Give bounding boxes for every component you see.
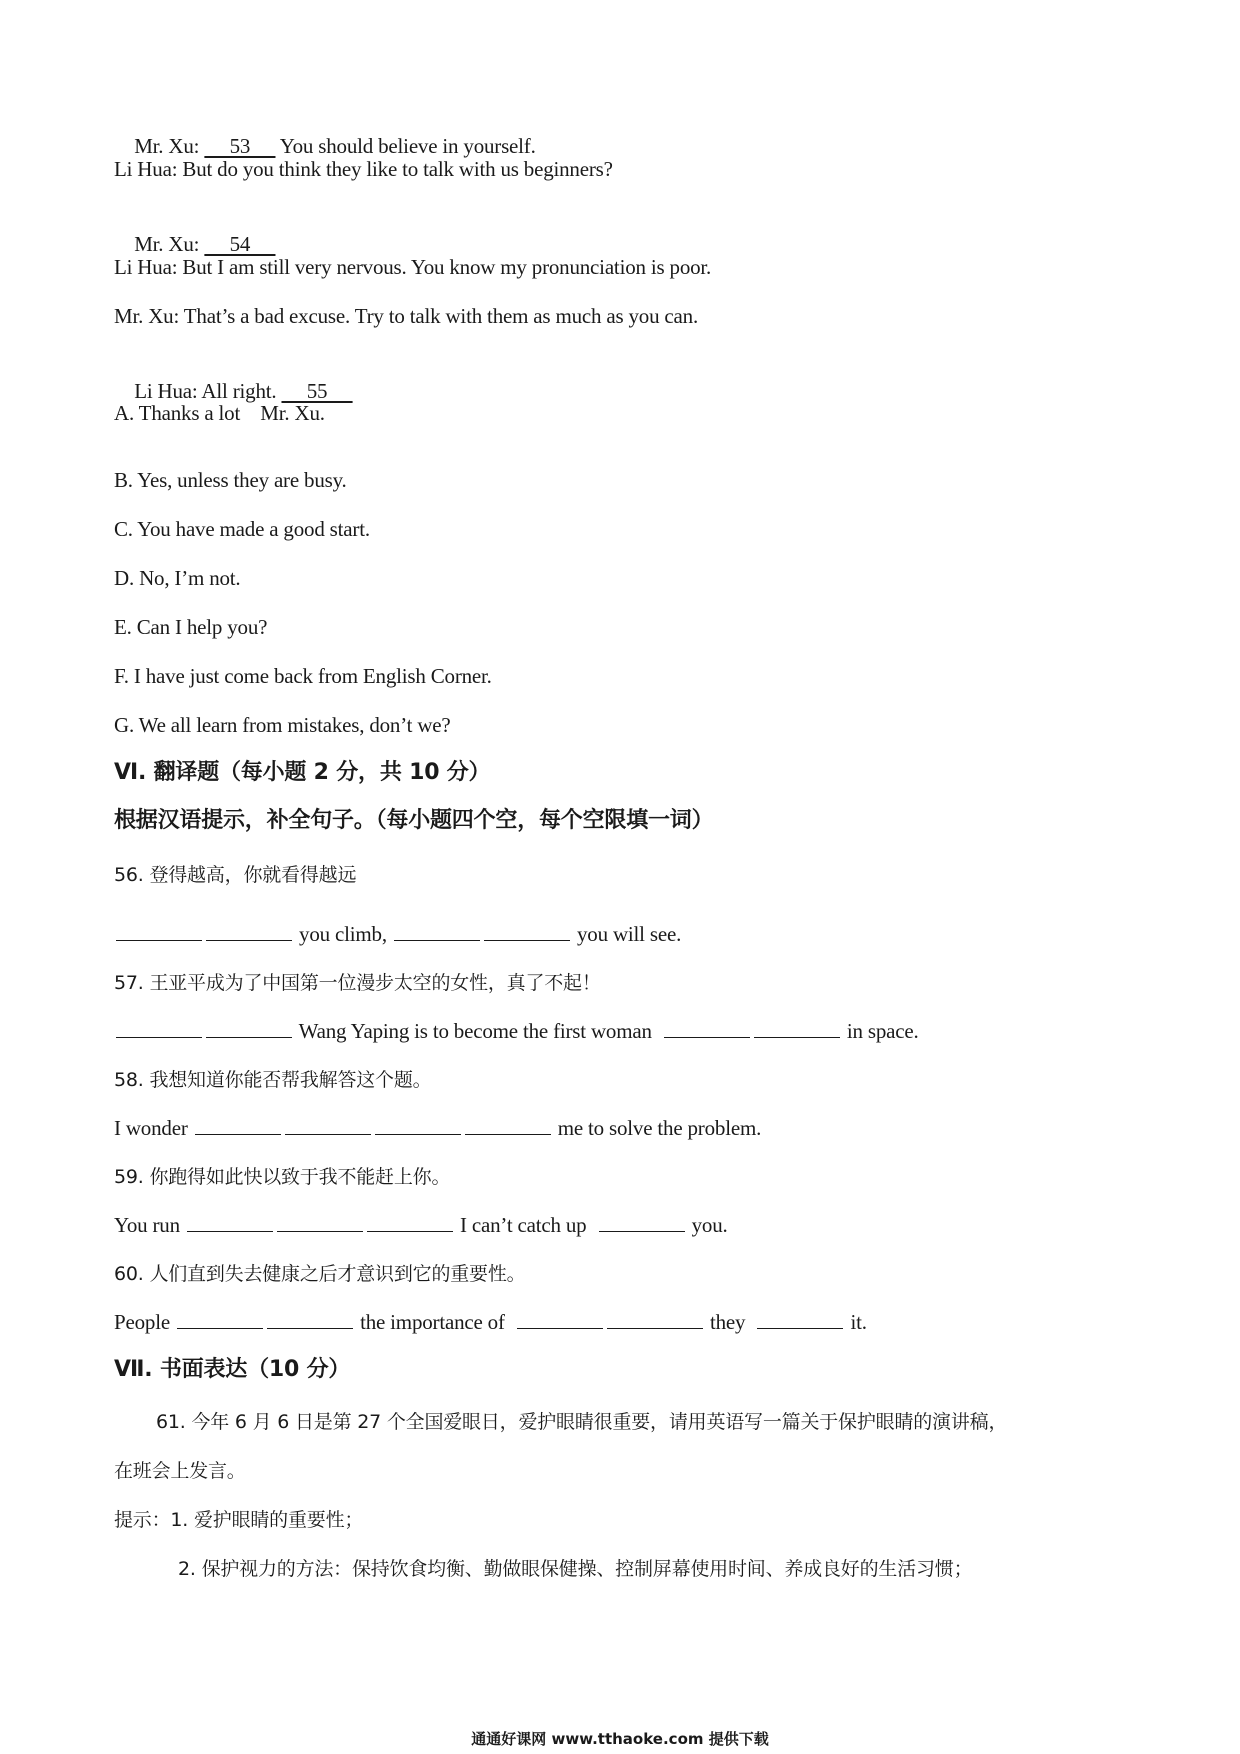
- question-57-prompt: 57. 王亚平成为了中国第一位漫步太空的女性，真了不起！: [114, 972, 601, 994]
- option-f: F. I have just come back from English Corner.: [114, 664, 492, 688]
- dialogue-text: You should believe in yourself.: [275, 134, 536, 158]
- option-b: B. Yes, unless they are busy.: [114, 468, 347, 492]
- answer-blank[interactable]: [664, 1019, 750, 1038]
- option-d: D. No, I’m not.: [114, 566, 241, 590]
- answer-blank[interactable]: [607, 1310, 703, 1329]
- option-a: A. Thanks a lot Mr. Xu.: [114, 401, 325, 425]
- sentence-text: I wonder: [114, 1116, 193, 1140]
- speaker-text: Li Hua: All right.: [134, 379, 282, 403]
- sentence-text: they: [704, 1310, 751, 1334]
- question-61-line2: 在班会上发言。: [114, 1460, 246, 1482]
- dialogue-line: Li Hua: But I am still very nervous. You know my pronunciation is poor.: [114, 255, 712, 279]
- option-c: C. You have made a good start.: [114, 517, 370, 541]
- question-60-sentence: [114, 1309, 867, 1335]
- section-6-title: Ⅵ. 翻译题（每小题 2 分，共 10 分）: [114, 760, 491, 785]
- question-61-line1: 61. 今年 6 月 6 日是第 27 个全国爱眼日，爱护眼睛很重要，请用英语写一篇关于保护眼睛的演讲稿，: [156, 1411, 1008, 1433]
- speaker-text: Mr. Xu:: [134, 134, 205, 158]
- answer-blank[interactable]: [195, 1116, 281, 1135]
- answer-blank[interactable]: [116, 922, 202, 941]
- answer-blank[interactable]: [484, 922, 570, 941]
- answer-blank[interactable]: [285, 1116, 371, 1135]
- sentence-text: you will see.: [571, 922, 682, 946]
- answer-blank[interactable]: [277, 1213, 363, 1232]
- page-footer: 通通好课网 www.tthaoke.com 提供下载: [471, 1730, 769, 1748]
- option-e: E. Can I help you?: [114, 615, 268, 639]
- sentence-text: in space.: [841, 1019, 919, 1043]
- answer-blank[interactable]: [375, 1116, 461, 1135]
- section-7-title: Ⅶ. 书面表达（10 分）: [114, 1357, 351, 1382]
- answer-blank-54[interactable]: 54: [204, 232, 276, 256]
- sentence-text: I can’t catch up: [454, 1213, 592, 1237]
- answer-blank[interactable]: [757, 1310, 843, 1329]
- question-56-prompt: 56. 登得越高，你就看得越远: [114, 864, 357, 886]
- answer-blank[interactable]: [465, 1116, 551, 1135]
- sentence-text: Wang Yaping is to become the first woman: [294, 1019, 657, 1043]
- sentence-text: the importance of: [355, 1310, 510, 1334]
- answer-blank-55[interactable]: 55: [281, 379, 353, 403]
- section-6-instruction: 根据汉语提示，补全句子。（每小题四个空，每个空限填一词）: [114, 808, 714, 833]
- sentence-text: you climb,: [294, 922, 392, 946]
- question-58-sentence: [114, 1115, 761, 1141]
- sentence-text: it.: [845, 1310, 867, 1334]
- hint-1: 提示：1. 爱护眼睛的重要性；: [114, 1509, 364, 1531]
- answer-blank[interactable]: [206, 1019, 292, 1038]
- answer-blank-53[interactable]: 53: [204, 134, 276, 158]
- sentence-text: me to solve the problem.: [552, 1116, 762, 1140]
- answer-blank[interactable]: [754, 1019, 840, 1038]
- dialogue-line: Mr. Xu: That’s a bad excuse. Try to talk with them as much as you can.: [114, 304, 699, 328]
- question-58-prompt: 58. 我想知道你能否帮我解答这个题。: [114, 1069, 432, 1091]
- answer-blank[interactable]: [517, 1310, 603, 1329]
- answer-blank[interactable]: [177, 1310, 263, 1329]
- question-56-sentence: [114, 921, 681, 947]
- question-59-sentence: [114, 1212, 728, 1238]
- answer-blank[interactable]: [599, 1213, 685, 1232]
- sentence-text: People: [114, 1310, 176, 1334]
- dialogue-line: Li Hua: But do you think they like to talk with us beginners?: [114, 157, 613, 181]
- question-57-sentence: [114, 1018, 919, 1044]
- answer-blank[interactable]: [367, 1213, 453, 1232]
- answer-blank[interactable]: [187, 1213, 273, 1232]
- answer-blank[interactable]: [206, 922, 292, 941]
- speaker-text: Mr. Xu:: [134, 232, 205, 256]
- answer-blank[interactable]: [116, 1019, 202, 1038]
- sentence-text: You run: [114, 1213, 185, 1237]
- sentence-text: you.: [686, 1213, 728, 1237]
- option-g: G. We all learn from mistakes, don’t we?: [114, 713, 451, 737]
- answer-blank[interactable]: [267, 1310, 353, 1329]
- answer-blank[interactable]: [394, 922, 480, 941]
- question-59-prompt: 59. 你跑得如此快以致于我不能赶上你。: [114, 1166, 451, 1188]
- hint-2: 2. 保护视力的方法：保持饮食均衡、勤做眼保健操、控制屏幕使用时间、养成良好的生活习惯；: [178, 1558, 973, 1580]
- question-60-prompt: 60. 人们直到失去健康之后才意识到它的重要性。: [114, 1263, 526, 1285]
